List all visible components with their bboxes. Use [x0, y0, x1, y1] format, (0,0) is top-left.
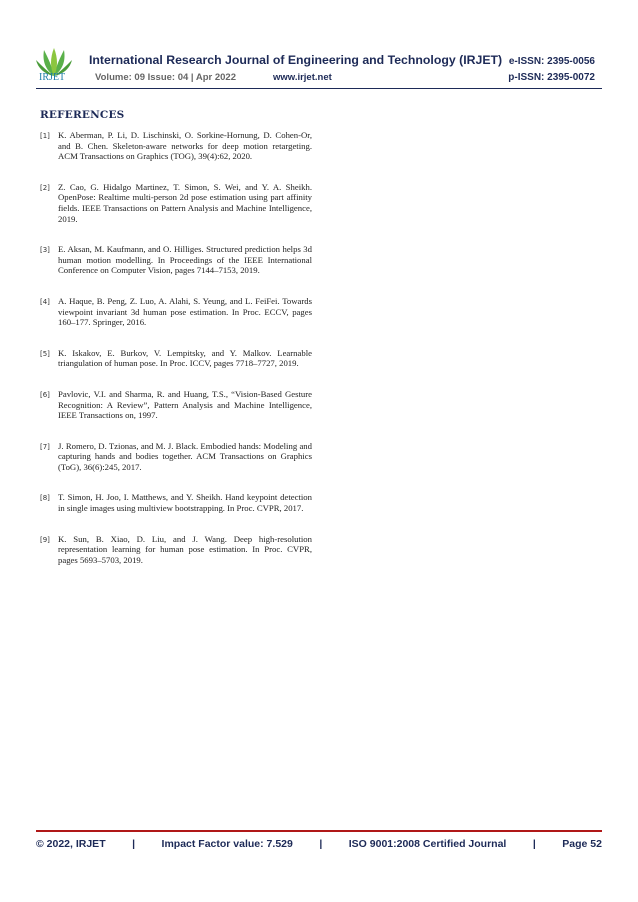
reference-text: T. Simon, H. Joo, I. Matthews, and Y. Sheikh. Hand keypoint detection in single images using multiview bootstrapping. In Proc. CVPR, 2017. — [58, 492, 312, 514]
footer-separator: | — [132, 838, 136, 850]
reference-item — [40, 244, 312, 276]
logo-text: IRJET — [39, 72, 66, 83]
references-heading: REFERENCES — [40, 109, 125, 121]
reference-item — [40, 492, 312, 513]
reference-item — [40, 296, 312, 328]
reference-text: K. Sun, B. Xiao, D. Liu, and J. Wang. Deep high-resolution representation learning for human pose estimation. In Proc. CVPR, pages 5693–5703, 2019. — [58, 533, 312, 565]
reference-number: [4] — [40, 297, 50, 306]
reference-text: Z. Cao, G. Hidalgo Martinez, T. Simon, S. Wei, and Y. A. Sheikh. OpenPose: Realtime multi-person 2d pose estimation using part affinity fields. IEEE Transactions on Pattern Analysis and Machine Intelligence, 2019. — [58, 181, 312, 224]
reference-item — [40, 348, 312, 369]
reference-item — [40, 130, 312, 162]
header-divider — [36, 88, 602, 89]
reference-number: [2] — [40, 183, 50, 192]
footer-separator: | — [532, 838, 536, 850]
journal-website-link[interactable]: www.irjet.net — [273, 72, 332, 83]
reference-text: K. Iskakov, E. Burkov, V. Lempitsky, and Y. Malkov. Learnable triangulation of human pose. In Proc. ICCV, pages 7718–7727, 2019. — [58, 347, 312, 369]
pissn: p-ISSN: 2395-0072 — [508, 72, 595, 83]
reference-item — [40, 441, 312, 473]
reference-item — [40, 182, 312, 224]
journal-title: International Research Journal of Engineering and Technology (IRJET) — [89, 53, 503, 67]
eissn: e-ISSN: 2395-0056 — [508, 56, 595, 67]
reference-number: [6] — [40, 390, 50, 399]
footer-impact-factor: Impact Factor value: 7.529 — [161, 838, 293, 850]
reference-number: [8] — [40, 494, 50, 503]
reference-item — [40, 389, 312, 421]
footer-iso: ISO 9001:2008 Certified Journal — [348, 838, 507, 850]
reference-text: J. Romero, D. Tzionas, and M. J. Black. Embodied hands: Modeling and capturing hands and bodies together. ACM Transactions on Graphics (ToG), 36(6):245, 2017. — [58, 440, 312, 472]
reference-item — [40, 534, 312, 566]
footer-divider — [36, 830, 602, 832]
reference-number: [3] — [40, 246, 50, 255]
volume-issue: Volume: 09 Issue: 04 | Apr 2022 — [95, 72, 236, 83]
page-header — [0, 0, 638, 100]
reference-text: K. Aberman, P. Li, D. Lischinski, O. Sorkine-Hornung, D. Cohen-Or, and B. Chen. Skeleton-aware networks for deep motion retargeting. ACM Transactions on Graphics (TOG), 39(4):62, 2020. — [58, 130, 312, 162]
reference-number: [5] — [40, 349, 50, 358]
footer-separator: | — [319, 838, 323, 850]
reference-number: [1] — [40, 132, 50, 140]
reference-text: A. Haque, B. Peng, Z. Luo, A. Alahi, S. Yeung, and L. FeiFei. Towards viewpoint invariant 3d human pose estimation. In Proc. ECCV, pages 160–177. Springer, 2016. — [58, 295, 312, 328]
page-footer — [36, 838, 602, 850]
reference-number: [7] — [40, 442, 50, 451]
reference-text: E. Aksan, M. Kaufmann, and O. Hilliges. Structured prediction helps 3d human motion modelling. In Proceedings of the IEEE International Conference on Computer Vision, pages 7144–7153, 2019. — [58, 244, 312, 276]
footer-copyright: © 2022, IRJET — [36, 838, 106, 850]
reference-number: [9] — [40, 535, 50, 544]
reference-list — [40, 130, 312, 585]
reference-text: Pavlovic, V.I. and Sharma, R. and Huang, T.S., “Vision-Based Gesture Recognition: A Review”, Pattern Analysis and Machine Intelligence, IEEE Transactions on, 1997. — [58, 388, 312, 421]
footer-page-number: Page 52 — [562, 838, 602, 850]
